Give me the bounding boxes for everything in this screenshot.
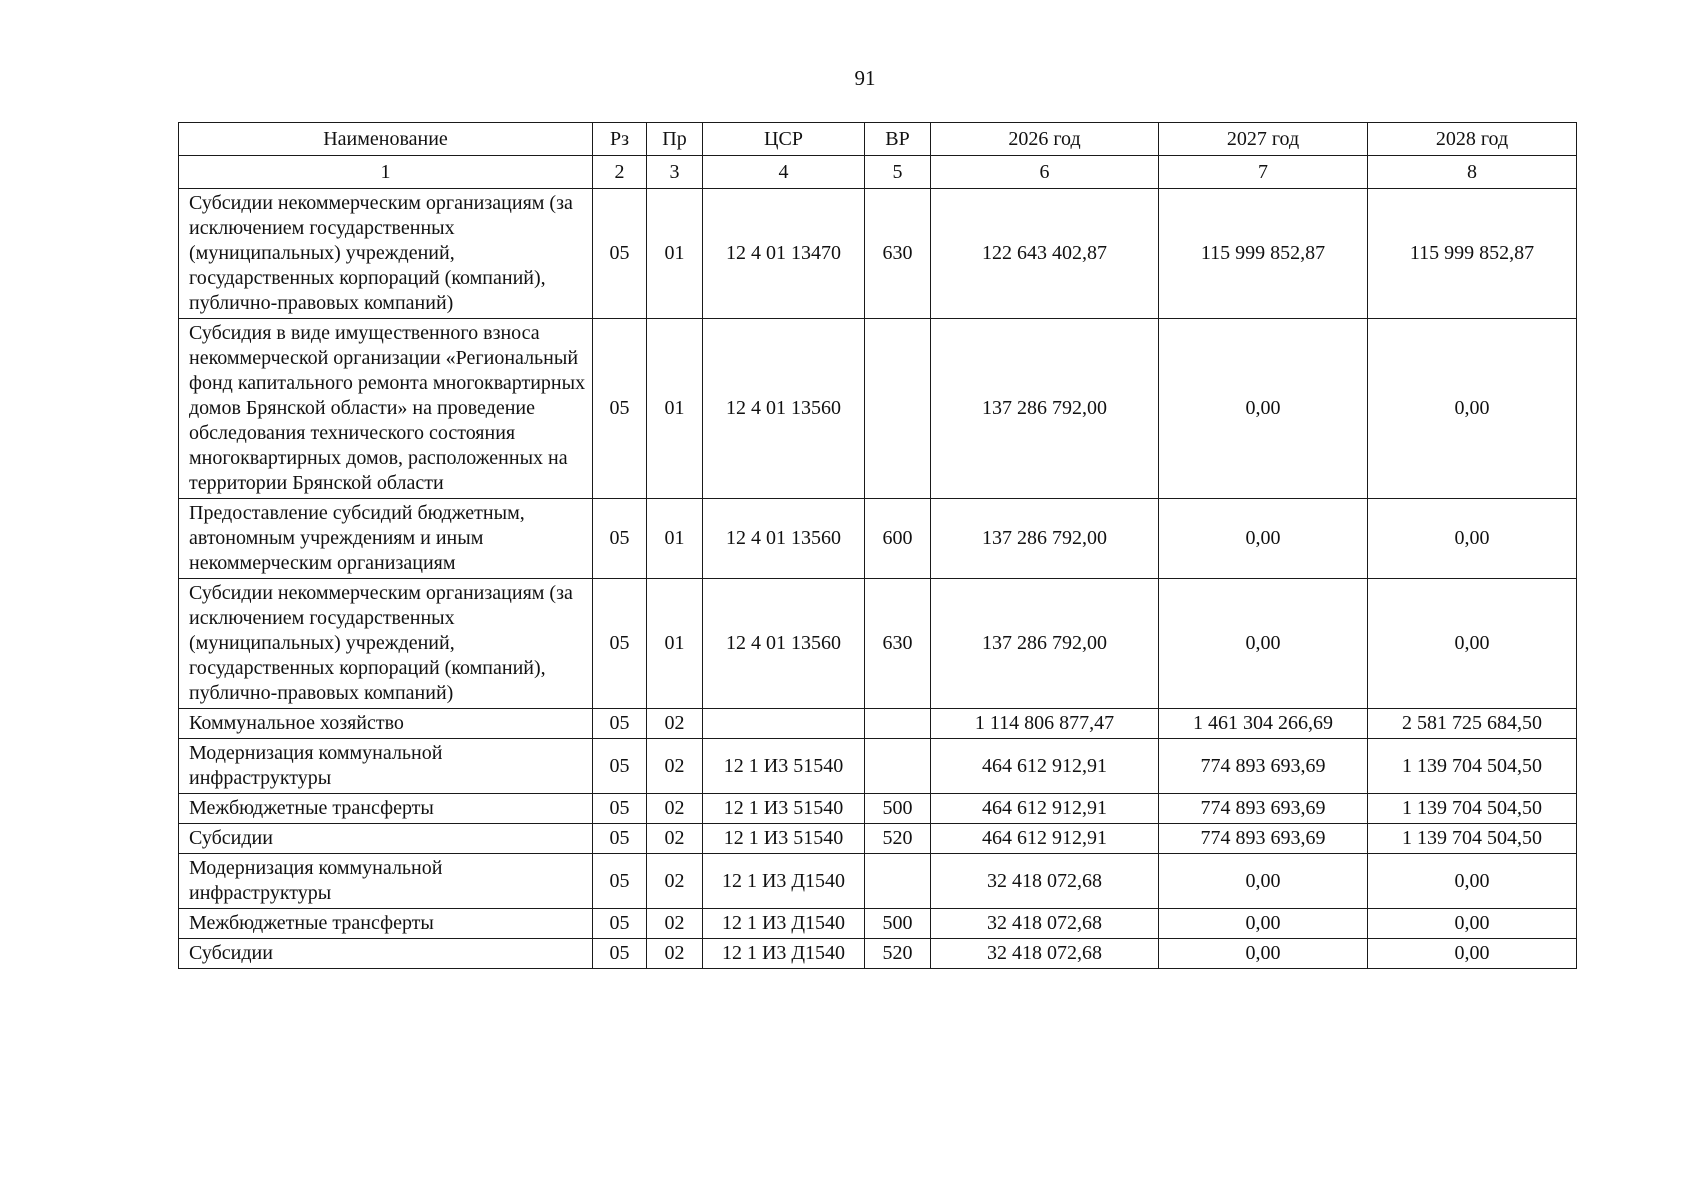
cell-name: Субсидии <box>179 824 593 854</box>
cell-vr <box>865 854 931 909</box>
cell-name: Межбюджетные трансферты <box>179 794 593 824</box>
cell-rz: 05 <box>593 794 647 824</box>
cell-rz: 05 <box>593 499 647 579</box>
cell-name: Субсидии некоммерческим организациям (за исключением государственных (муниципальных) учреждений, государственных корпораций (компаний), публично-правовых компаний) <box>179 189 593 319</box>
cell-vr <box>865 739 931 794</box>
cell-name: Модернизация коммунальной инфраструктуры <box>179 739 593 794</box>
cell-vr <box>865 709 931 739</box>
column-number: 8 <box>1368 156 1577 189</box>
cell-year-2027: 0,00 <box>1159 579 1368 709</box>
cell-year-2028: 2 581 725 684,50 <box>1368 709 1577 739</box>
cell-year-2026: 32 418 072,68 <box>931 939 1159 969</box>
cell-vr: 500 <box>865 794 931 824</box>
column-number: 6 <box>931 156 1159 189</box>
cell-year-2028: 1 139 704 504,50 <box>1368 824 1577 854</box>
cell-vr: 600 <box>865 499 931 579</box>
column-number: 1 <box>179 156 593 189</box>
cell-pr: 02 <box>647 739 703 794</box>
table-row <box>179 824 1577 854</box>
cell-rz: 05 <box>593 909 647 939</box>
cell-year-2028: 115 999 852,87 <box>1368 189 1577 319</box>
cell-pr: 02 <box>647 854 703 909</box>
cell-csr: 12 4 01 13470 <box>703 189 865 319</box>
cell-rz: 05 <box>593 709 647 739</box>
cell-rz: 05 <box>593 739 647 794</box>
cell-pr: 01 <box>647 579 703 709</box>
cell-year-2028: 0,00 <box>1368 939 1577 969</box>
column-number: 3 <box>647 156 703 189</box>
cell-year-2027: 0,00 <box>1159 319 1368 499</box>
header-rz: Рз <box>593 123 647 156</box>
cell-rz: 05 <box>593 854 647 909</box>
cell-pr: 02 <box>647 939 703 969</box>
cell-csr: 12 1 И3 51540 <box>703 739 865 794</box>
column-number-row <box>179 156 1577 189</box>
cell-vr: 630 <box>865 189 931 319</box>
cell-year-2026: 1 114 806 877,47 <box>931 709 1159 739</box>
cell-name: Коммунальное хозяйство <box>179 709 593 739</box>
cell-year-2026: 122 643 402,87 <box>931 189 1159 319</box>
cell-year-2027: 0,00 <box>1159 499 1368 579</box>
table-row <box>179 579 1577 709</box>
table-header-row <box>179 123 1577 156</box>
cell-csr: 12 4 01 13560 <box>703 579 865 709</box>
cell-year-2027: 774 893 693,69 <box>1159 739 1368 794</box>
column-number: 2 <box>593 156 647 189</box>
cell-csr: 12 4 01 13560 <box>703 319 865 499</box>
header-name: Наименование <box>179 123 593 156</box>
cell-year-2028: 0,00 <box>1368 499 1577 579</box>
cell-vr: 630 <box>865 579 931 709</box>
cell-name: Субсидии некоммерческим организациям (за исключением государственных (муниципальных) учреждений, государственных корпораций (компаний), публично-правовых компаний) <box>179 579 593 709</box>
cell-pr: 02 <box>647 824 703 854</box>
cell-vr: 520 <box>865 939 931 969</box>
table-row <box>179 319 1577 499</box>
cell-name: Субсидия в виде имущественного взноса некоммерческой организации «Региональный фонд капитального ремонта многоквартирных домов Брянской области» на проведение обследования технического состояния многоквартирных домов, расположенных на территории Брянской области <box>179 319 593 499</box>
header-year-2026: 2026 год <box>931 123 1159 156</box>
table-row <box>179 939 1577 969</box>
table-row <box>179 189 1577 319</box>
cell-year-2026: 137 286 792,00 <box>931 579 1159 709</box>
column-number: 4 <box>703 156 865 189</box>
cell-csr: 12 1 И3 Д1540 <box>703 909 865 939</box>
column-number: 7 <box>1159 156 1368 189</box>
budget-table <box>178 122 1577 969</box>
cell-vr <box>865 319 931 499</box>
header-pr: Пр <box>647 123 703 156</box>
column-number: 5 <box>865 156 931 189</box>
cell-year-2028: 0,00 <box>1368 579 1577 709</box>
cell-year-2028: 0,00 <box>1368 909 1577 939</box>
cell-name: Предоставление субсидий бюджетным, автономным учреждениям и иным некоммерческим организациям <box>179 499 593 579</box>
cell-year-2026: 464 612 912,91 <box>931 824 1159 854</box>
table-row <box>179 909 1577 939</box>
cell-pr: 01 <box>647 189 703 319</box>
cell-year-2028: 1 139 704 504,50 <box>1368 794 1577 824</box>
cell-year-2027: 774 893 693,69 <box>1159 824 1368 854</box>
header-year-2028: 2028 год <box>1368 123 1577 156</box>
header-csr: ЦСР <box>703 123 865 156</box>
cell-rz: 05 <box>593 824 647 854</box>
cell-year-2026: 464 612 912,91 <box>931 794 1159 824</box>
cell-year-2027: 115 999 852,87 <box>1159 189 1368 319</box>
cell-year-2026: 32 418 072,68 <box>931 854 1159 909</box>
cell-name: Модернизация коммунальной инфраструктуры <box>179 854 593 909</box>
table-row <box>179 709 1577 739</box>
cell-rz: 05 <box>593 939 647 969</box>
cell-csr: 12 4 01 13560 <box>703 499 865 579</box>
cell-year-2026: 137 286 792,00 <box>931 499 1159 579</box>
cell-pr: 02 <box>647 909 703 939</box>
cell-pr: 02 <box>647 794 703 824</box>
table-row <box>179 794 1577 824</box>
cell-pr: 01 <box>647 319 703 499</box>
cell-year-2027: 0,00 <box>1159 939 1368 969</box>
cell-year-2028: 1 139 704 504,50 <box>1368 739 1577 794</box>
cell-csr: 12 1 И3 Д1540 <box>703 854 865 909</box>
table-row <box>179 499 1577 579</box>
cell-csr: 12 1 И3 51540 <box>703 824 865 854</box>
page-number: 91 <box>854 66 876 90</box>
cell-csr: 12 1 И3 51540 <box>703 794 865 824</box>
cell-year-2028: 0,00 <box>1368 319 1577 499</box>
cell-year-2027: 1 461 304 266,69 <box>1159 709 1368 739</box>
cell-rz: 05 <box>593 189 647 319</box>
cell-vr: 520 <box>865 824 931 854</box>
cell-name: Субсидии <box>179 939 593 969</box>
header-vr: ВР <box>865 123 931 156</box>
cell-csr <box>703 709 865 739</box>
cell-year-2026: 32 418 072,68 <box>931 909 1159 939</box>
table-row <box>179 739 1577 794</box>
cell-csr: 12 1 И3 Д1540 <box>703 939 865 969</box>
cell-year-2027: 774 893 693,69 <box>1159 794 1368 824</box>
cell-year-2028: 0,00 <box>1368 854 1577 909</box>
cell-rz: 05 <box>593 579 647 709</box>
cell-year-2027: 0,00 <box>1159 854 1368 909</box>
cell-year-2027: 0,00 <box>1159 909 1368 939</box>
cell-year-2026: 464 612 912,91 <box>931 739 1159 794</box>
cell-pr: 01 <box>647 499 703 579</box>
cell-pr: 02 <box>647 709 703 739</box>
table-row <box>179 854 1577 909</box>
cell-year-2026: 137 286 792,00 <box>931 319 1159 499</box>
header-year-2027: 2027 год <box>1159 123 1368 156</box>
cell-vr: 500 <box>865 909 931 939</box>
cell-rz: 05 <box>593 319 647 499</box>
cell-name: Межбюджетные трансферты <box>179 909 593 939</box>
